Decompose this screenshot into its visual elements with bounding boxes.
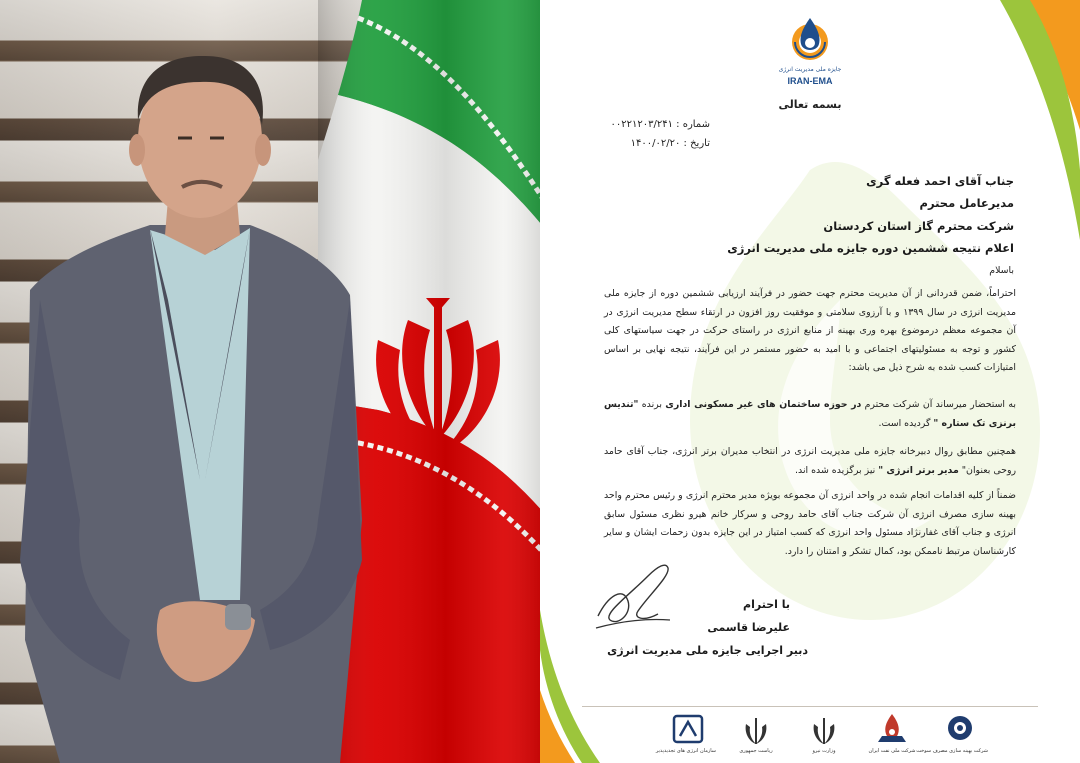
- logo-subtitle: جایزه ملی مدیریت انرژی: [778, 66, 842, 73]
- signer-name: علیرضا قاسمی: [707, 621, 790, 634]
- recipient-company: شرکت محترم گاز استان کردستان: [823, 219, 1014, 233]
- award-letter: [540, 0, 1080, 763]
- ministry-energy-logo: وزارت نیرو: [796, 712, 852, 760]
- letter-number: شماره : ۰۰۲۲۱۲۰۳/۲۴۱: [610, 119, 710, 130]
- iran-ema-logo: [775, 14, 845, 94]
- presidency-logo: ریاست جمهوری: [728, 712, 784, 760]
- paragraph-intro: احتراماً، ضمن قدردانی از آن مدیریت محترم جهت حضور در فرآیند ارزیابی ششمین دوره از جایزه ملی مدیریت انرژی در سال ۱۳۹۹ و با آرزوی سلامتی و موفقیت روز افزون در ارتقاء سطح مدیریت انرژی در آن مجموعه معظم درموضوع بهره وری بهینه از منابع انرژی در راستای حرکت در جهت سیاستهای کلی کشور و توجه به مسئولیتهای اجتماعی و با امید به حضور مستمر در این فرآیند، نتیجه نهایی بر اساس امتیازات کسب شده به شرح ذیل می باشد:: [604, 288, 1017, 374]
- handwritten-signature: [588, 556, 678, 638]
- letter-date: تاریخ : ۱۴۰۰/۰۲/۲۰: [630, 138, 710, 149]
- footer-divider: [582, 706, 1038, 707]
- logo-brand: IRAN-EMA: [787, 76, 833, 86]
- satba-icon: [660, 712, 716, 748]
- man-in-suit: [0, 0, 400, 763]
- recipient-name: جناب آقای احمد فعله گری: [866, 174, 1014, 188]
- signer-title: دبیر اجرایی جایزه ملی مدیریت انرژی: [607, 644, 808, 657]
- industry-gear-icon: [932, 712, 988, 748]
- award-category: در حوزه ساختمان های غیر مسکونی اداری: [665, 399, 862, 410]
- nioc-logo: شرکت ملی نفت ایران: [864, 712, 920, 760]
- footer-partner-logos: [655, 712, 1000, 760]
- satba-logo: سازمان انرژی های تجدیدپذیر: [660, 712, 716, 760]
- award-title: "تندیس برنزی تک ستاره ": [604, 399, 1016, 429]
- letter-subject: اعلام نتیجه ششمین دوره جایزه ملی مدیریت انرژی: [727, 241, 1014, 255]
- top-manager-title: مدیر برتر انرژی ": [878, 464, 959, 476]
- iran-emblem-icon: [796, 712, 852, 748]
- paragraph-top-manager: همچنین مطابق روال دبیرخانه جایزه ملی مدیریت انرژی در انتخاب مدیران برتر انرژی، جناب آقای حامد روحی بعنوان" مدیر برتر انرژی " نیز برگزیده شده اند.: [604, 446, 1016, 476]
- iran-emblem-icon: [728, 712, 784, 748]
- flame-drop-icon: [775, 14, 845, 66]
- paragraph-thanks: ضمناً از کلیه اقدامات انجام شده در واحد انرژی آن مجموعه بویژه مدیر محترم انرژی و رئیس محترم واحد بهینه سازی مصرف انرژی آن شرکت جناب آقای حامد روحی و سرکار خانم هیرو نظری مسئول سابق انرژی و جناب آقای غفارنژاد مسئول واحد انرژی که کسب امتیاز در این جایزه بدون زحمات ایشان و سایر کارشناسان مرتبط ناممکن بود، کمال تشکر و امتنان را دارد.: [604, 490, 1016, 557]
- recipient-position: مدیرعامل محترم: [919, 196, 1014, 210]
- greeting: باسلام: [989, 265, 1014, 276]
- ifco-logo: شرکت بهینه سازی مصرف سوخت: [932, 712, 988, 760]
- nioc-flame-icon: [864, 712, 920, 748]
- bismillah: بسمه تعالی: [778, 98, 842, 111]
- paragraph-award: به استحضار میرساند آن شرکت محترم در حوزه ساختمان های غیر مسکونی اداری برنده "تندیس برنزی تک ستاره " گردیده است.: [604, 399, 1016, 429]
- closing-phrase: با احترام: [743, 598, 790, 611]
